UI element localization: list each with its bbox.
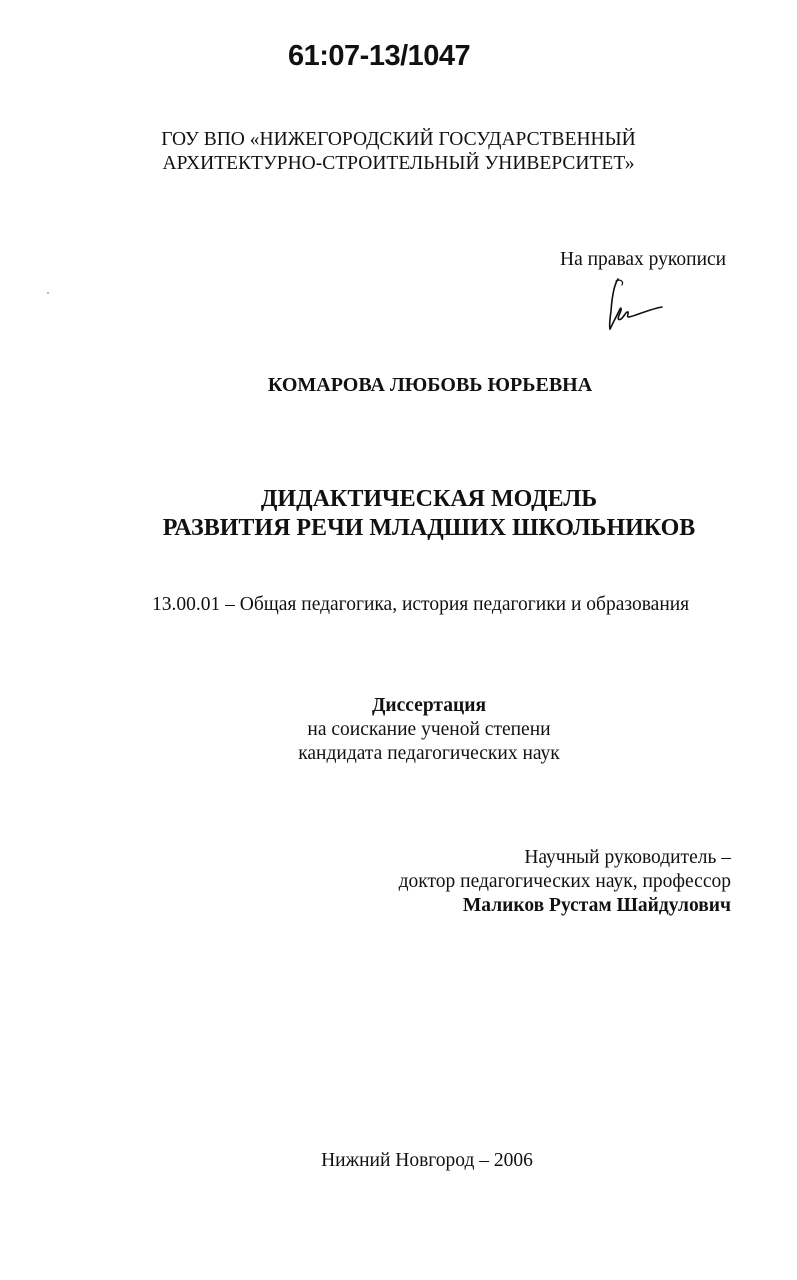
- degree-line-2: на соискание ученой степени: [307, 719, 551, 740]
- organization-line-2: АРХИТЕКТУРНО-СТРОИТЕЛЬНЫЙ УНИВЕРСИТЕТ»: [162, 153, 635, 174]
- rights-notice: На правах рукописи: [560, 249, 727, 270]
- supervisor-role: Научный руководитель –: [524, 847, 731, 868]
- title-line-1: ДИДАКТИЧЕСКАЯ МОДЕЛЬ: [260, 486, 598, 512]
- organization-block: [0, 128, 797, 176]
- scan-speck: [47, 292, 49, 294]
- supervisor-credentials: доктор педагогических наук, профессор: [398, 871, 731, 892]
- title-line-2: РАЗВИТИЯ РЕЧИ МЛАДШИХ ШКОЛЬНИКОВ: [162, 515, 696, 541]
- archive-stamp-number: 61:07-13/1047: [288, 40, 471, 72]
- place-and-year: Нижний Новгород – 2006: [321, 1150, 533, 1171]
- organization-line-1: ГОУ ВПО «НИЖЕГОРОДСКИЙ ГОСУДАРСТВЕННЫЙ: [161, 129, 636, 150]
- specialty-code: 13.00.01 – Общая педагогика, история педагогики и образования: [152, 594, 690, 615]
- degree-line-3: кандидата педагогических наук: [298, 743, 560, 764]
- degree-block: [0, 694, 797, 766]
- supervisor-name: Маликов Рустам Шайдулович: [462, 895, 731, 916]
- supervisor-block: [399, 846, 731, 918]
- dissertation-title: [0, 485, 797, 543]
- author-name: КОМАРОВА ЛЮБОВЬ ЮРЬЕВНА: [267, 374, 593, 396]
- degree-type: Диссертация: [371, 695, 487, 716]
- signature-image: [604, 275, 668, 335]
